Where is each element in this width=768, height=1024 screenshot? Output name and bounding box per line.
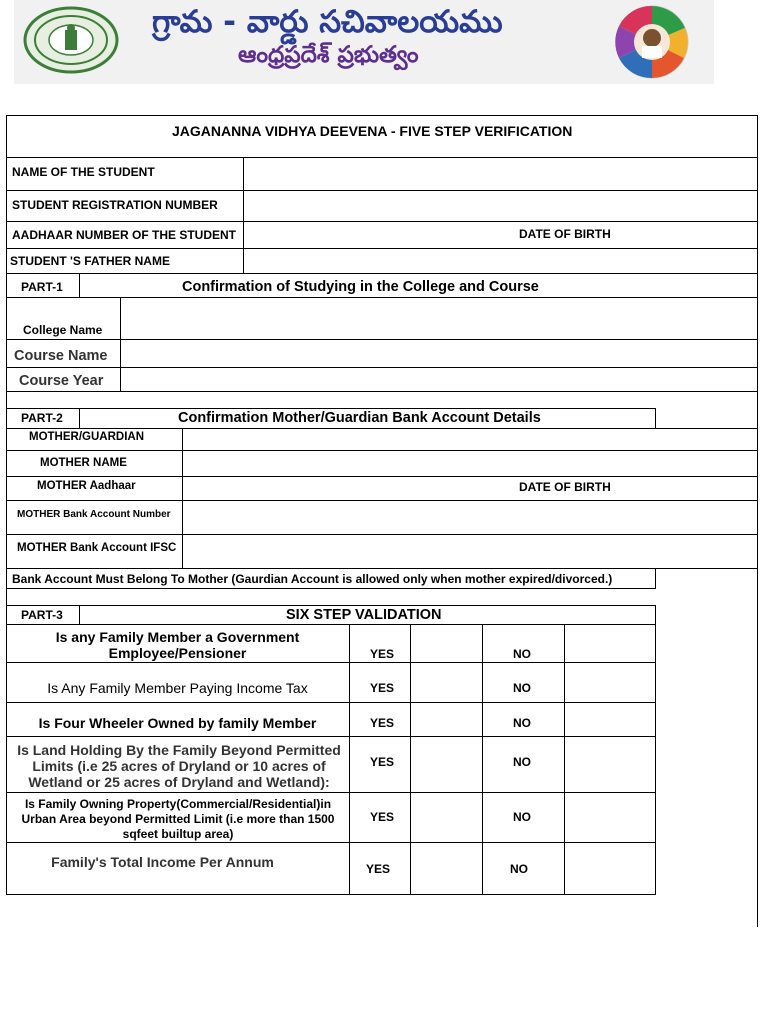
yes-option[interactable]: YES: [366, 862, 391, 876]
label-college-name: College Name: [23, 323, 103, 337]
no-option[interactable]: NO: [513, 716, 531, 730]
label-course-year: Course Year: [19, 373, 104, 389]
ap-emblem-icon: [22, 6, 120, 74]
yes-option[interactable]: YES: [370, 755, 395, 769]
label-course-name: Course Name: [14, 348, 108, 364]
yes-option[interactable]: YES: [370, 810, 395, 824]
no-option[interactable]: NO: [513, 681, 531, 695]
part1-label: PART-1: [21, 280, 63, 294]
no-option[interactable]: NO: [513, 755, 531, 769]
bank-account-note: Bank Account Must Belong To Mother (Gaurdian Account is allowed only when mother expired/divorced.): [12, 572, 613, 586]
part2-heading: Confirmation Mother/Guardian Bank Account Details: [178, 410, 541, 426]
label-registration-number: STUDENT REGISTRATION NUMBER: [12, 198, 218, 212]
banner-subtitle-telugu: ఆంధ్రప్రదేశ్ ప్రభుత్వం: [238, 42, 419, 68]
yes-option[interactable]: YES: [370, 647, 395, 661]
question-urban-property: Is Family Owning Property(Commercial/Residential)in Urban Area beyond Permitted Limit (i.e more than 1500 sqfeet builtup area): [21, 797, 335, 841]
label-mother-ifsc: MOTHER Bank Account IFSC: [17, 542, 177, 554]
label-mother-guardian: MOTHER/GUARDIAN: [29, 431, 144, 443]
part2-label: PART-2: [21, 411, 63, 425]
part1-heading: Confirmation of Studying in the College and Course: [182, 279, 539, 295]
no-option[interactable]: NO: [510, 862, 528, 876]
label-mother-name: MOTHER NAME: [40, 457, 127, 469]
label-father-name: STUDENT 'S FATHER NAME: [10, 254, 170, 268]
label-mother-aadhaar: MOTHER Aadhaar: [37, 480, 136, 492]
question-total-income: Family's Total Income Per Annum: [51, 854, 274, 870]
yes-option[interactable]: YES: [370, 681, 395, 695]
no-option[interactable]: NO: [513, 810, 531, 824]
question-land-holding: Is Land Holding By the Family Beyond Permitted Limits (i.e 25 acres of Dryland or 10 acres of Wetland or 25 acres of Dryland and Wetland):: [17, 742, 341, 790]
part3-heading: SIX STEP VALIDATION: [286, 607, 442, 623]
navaratnalu-emblem-icon: [600, 4, 704, 80]
label-student-name: NAME OF THE STUDENT: [12, 165, 155, 179]
yes-option[interactable]: YES: [370, 716, 395, 730]
no-option[interactable]: NO: [513, 647, 531, 661]
label-student-aadhaar: AADHAAR NUMBER OF THE STUDENT: [12, 228, 236, 242]
banner-title-telugu: గ్రామ - వార్డు సచివాలయము: [152, 4, 503, 40]
label-student-dob: DATE OF BIRTH: [519, 227, 611, 241]
question-income-tax: Is Any Family Member Paying Income Tax: [47, 680, 308, 696]
label-mother-dob: DATE OF BIRTH: [519, 480, 611, 494]
part3-label: PART-3: [21, 608, 63, 622]
question-four-wheeler: Is Four Wheeler Owned by family Member: [38, 715, 317, 731]
label-mother-bank-account: MOTHER Bank Account Number: [17, 509, 171, 520]
question-govt-employee: Is any Family Member a Government Employee/Pensioner: [55, 629, 300, 661]
form-title: JAGANANNA VIDHYA DEEVENA - FIVE STEP VERIFICATION: [172, 123, 573, 139]
